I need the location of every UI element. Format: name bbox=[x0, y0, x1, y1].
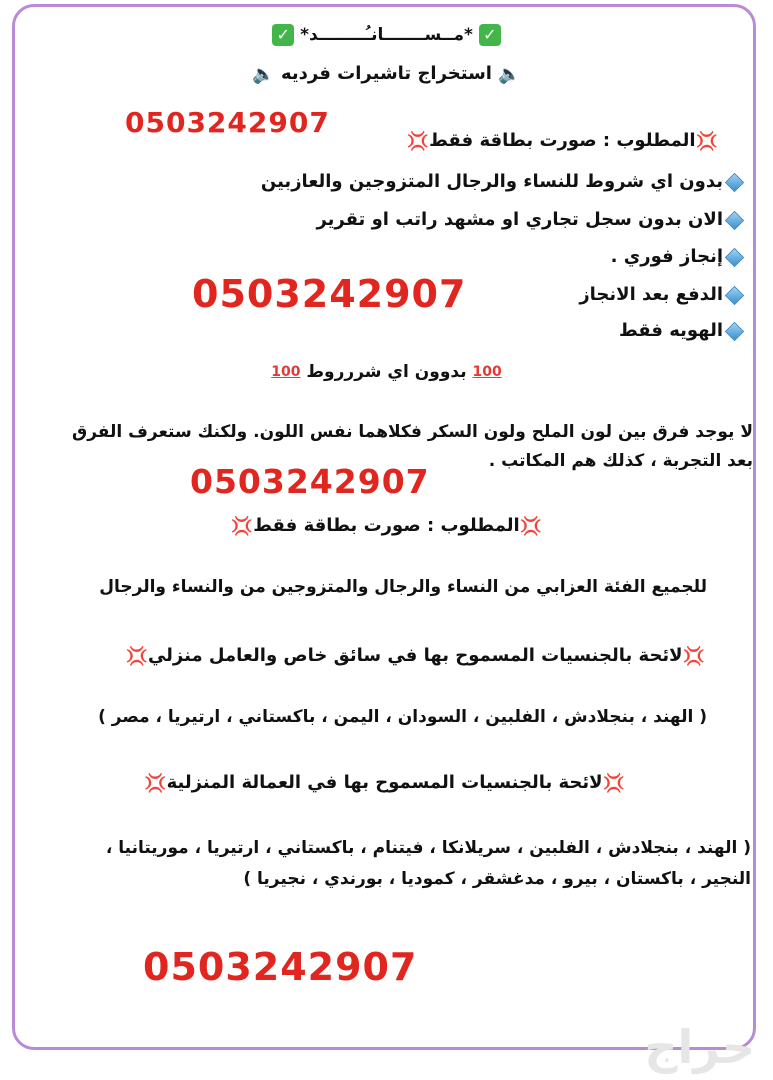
header-title-line bbox=[0, 24, 773, 46]
header-title: *مــســـــــانـُــــــــد* bbox=[300, 25, 473, 45]
domestic-list-title-text: لائحة بالجنسيات المسموح بها في العمالة المنزلية bbox=[166, 772, 603, 793]
bullet-item bbox=[261, 171, 743, 192]
hundred-points-icon: 100 bbox=[472, 364, 502, 380]
subtitle-line bbox=[0, 63, 773, 85]
diamond-icon bbox=[725, 285, 744, 304]
anger-icon: 💢 bbox=[519, 515, 543, 537]
anger-icon: 💢 bbox=[602, 772, 625, 794]
speaker-icon: 🔈 bbox=[252, 63, 275, 85]
diamond-icon bbox=[725, 172, 744, 191]
diamond-icon bbox=[725, 247, 744, 266]
required-line bbox=[407, 130, 718, 152]
hundred-points-icon: 100 bbox=[271, 364, 301, 380]
subtitle: استخراج تاشيرات فرديه bbox=[281, 63, 492, 84]
bullet-item bbox=[316, 209, 743, 230]
domestic-list-title bbox=[144, 772, 625, 794]
paragraph-line: لا يوجد فرق بين لون الملح ولون السكر فكلاهما نفس اللون. ولكنك ستعرف الفرق bbox=[72, 422, 753, 442]
anger-icon: 💢 bbox=[682, 645, 705, 667]
all-categories-line: للجميع الفئة العزابي من النساء والرجال والمتزوجين من والنساء والرجال bbox=[99, 577, 707, 597]
domestic-list-line: النجير ، باكستان ، بيرو ، مدغشقر ، كموديا ، بورندي ، نجيريا ) bbox=[243, 869, 751, 889]
phone-number: 0503242907 bbox=[125, 106, 330, 139]
anger-icon: 💢 bbox=[406, 130, 430, 152]
diamond-icon bbox=[725, 210, 744, 229]
anger-icon: 💢 bbox=[230, 515, 254, 537]
bullet-text: الان بدون سجل تجاري او مشهد راتب او تقرير bbox=[316, 209, 723, 230]
bullet-text: بدون اي شروط للنساء والرجال المتزوجين والعازبين bbox=[260, 171, 723, 192]
bullet-text: الهويه فقط bbox=[618, 320, 723, 341]
driver-list-title bbox=[126, 645, 705, 667]
required-text-2: المطلوب : صورت بطاقة فقط bbox=[253, 515, 520, 536]
phone-number: 0503242907 bbox=[143, 945, 418, 989]
anger-icon: 💢 bbox=[125, 645, 148, 667]
speaker-icon: 🔈 bbox=[498, 63, 521, 85]
site-watermark-logo: حراج bbox=[644, 1020, 755, 1074]
anger-icon: 💢 bbox=[695, 130, 718, 152]
bullet-item bbox=[611, 246, 743, 267]
domestic-list-line: ( الهند ، بنجلادش ، الفلبين ، سريلانكا ، فيتنام ، باكستاني ، ارتيريا ، موريتانيا ، bbox=[105, 838, 751, 858]
driver-list: ( الهند ، بنجلادش ، الفلبين ، السودان ، اليمن ، باكستاني ، ارتيريا ، مصر ) bbox=[98, 707, 707, 727]
phone-number: 0503242907 bbox=[190, 462, 430, 501]
bullet-item bbox=[619, 320, 743, 341]
check-icon: ✓ bbox=[272, 24, 294, 46]
paragraph-line: بعد التجربة ، كذلك هم المكاتب . bbox=[488, 451, 753, 471]
diamond-icon bbox=[725, 321, 744, 340]
no-conditions-text: بدوون اي شررروط bbox=[306, 362, 467, 382]
driver-list-title-text: لائحة بالجنسيات المسموح بها في سائق خاص والعامل منزلي bbox=[147, 645, 683, 666]
anger-icon: 💢 bbox=[144, 772, 167, 794]
bullet-text: إنجاز فوري . bbox=[610, 246, 723, 267]
check-icon: ✓ bbox=[479, 24, 501, 46]
bullet-item bbox=[579, 284, 743, 305]
required-line-2 bbox=[0, 515, 773, 537]
no-conditions-line bbox=[0, 362, 773, 382]
bullet-text: الدفع بعد الانجاز bbox=[579, 284, 723, 305]
phone-number: 0503242907 bbox=[192, 272, 467, 316]
required-text: المطلوب : صورت بطاقة فقط bbox=[429, 130, 696, 151]
